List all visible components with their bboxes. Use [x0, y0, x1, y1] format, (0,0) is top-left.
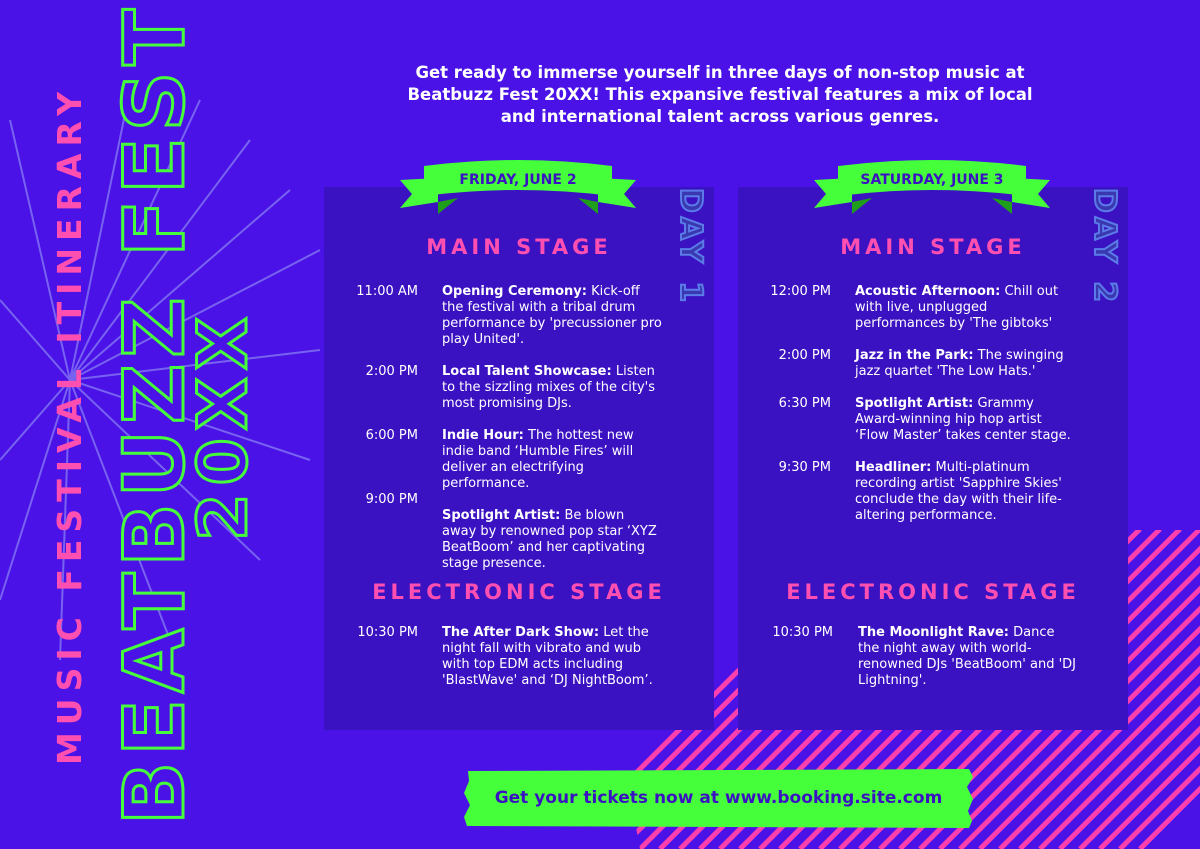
event-time: 6:30 PM [778, 396, 831, 411]
day-1-card [324, 187, 714, 730]
event-time: 11:00 AM [356, 284, 418, 299]
day-2-card [738, 187, 1128, 730]
day-1-tag-label: DAY 1 [673, 187, 708, 307]
day-2-date: SATURDAY, JUNE 3 [860, 172, 1004, 188]
event-text: Kick-off the festival with a tribal drum performance by 'precussioner pro play United'. [442, 284, 662, 347]
event-text: Chill out with live, unplugged performances by 'The gibtoks' [855, 284, 1059, 331]
event-name: Opening Ceremony: [442, 284, 587, 299]
event-description [855, 460, 1075, 524]
event-description [442, 625, 662, 689]
event-text: The swinging jazz quartet 'The Low Hats.' [855, 348, 1064, 379]
event-time: 12:00 PM [770, 284, 831, 299]
intro-text: Get ready to immerse yourself in three days of non-stop music at Beatbuzz Fest 20XX! This expansive festival features a mix of local and international talent across various genres. [407, 63, 1033, 126]
day-1-date: FRIDAY, JUNE 2 [459, 172, 577, 188]
event-time: 9:30 PM [778, 460, 831, 475]
event-description [442, 428, 662, 492]
event-text: Be blown away by renowned pop star ‘XYZ BeatBoom’ and her captivating stage presence. [442, 508, 657, 571]
day-2-date-banner [812, 158, 1052, 220]
event-time: 9:00 PM [365, 492, 418, 507]
event-description [442, 364, 662, 412]
event-time: 6:00 PM [365, 428, 418, 443]
day-2-tag-label: DAY 2 [1087, 187, 1122, 307]
event-text: Let the night fall with vibrato and wub with top EDM acts including 'BlastWave' and ‘DJ NightBoom’. [442, 625, 653, 688]
event-description [858, 625, 1078, 689]
event-description [442, 284, 662, 348]
event-name: Jazz in the Park: [855, 348, 974, 363]
event-name: The Moonlight Rave: [858, 625, 1010, 640]
event-name: Headliner: [855, 460, 932, 475]
event-name: The After Dark Show: [442, 625, 600, 640]
event-name: Spotlight Artist: [855, 396, 974, 411]
day-1-main-stage-title: MAIN STAGE [426, 235, 612, 259]
festival-year: 20XX [184, 309, 263, 541]
event-name: Indie Hour: [442, 428, 524, 443]
day-1-electronic-stage-title: ELECTRONIC STAGE [372, 580, 666, 604]
event-name: Spotlight Artist: [442, 508, 561, 523]
event-time: 2:00 PM [778, 348, 831, 363]
tickets-cta-label[interactable]: Get your tickets now at www.booking.site.com [494, 788, 943, 808]
event-text: Multi-platinum recording artist 'Sapphire Skies' conclude the day with their life-altering performance. [855, 460, 1062, 523]
event-description [442, 508, 662, 572]
event-text: Listen to the sizzling mixes of the city's most promising DJs. [442, 364, 656, 411]
festival-title: BEATBUZZ FEST [106, 2, 203, 825]
event-text: Dance the night away with world-renowned DJs 'BeatBoom' and 'DJ Lightning'. [858, 625, 1077, 688]
event-text: The hottest new indie band ‘Humble Fires’ will deliver an electrifying performance. [442, 428, 634, 491]
event-description [855, 284, 1075, 332]
event-text: Grammy Award-winning hip hop artist ‘Flow Master’ takes center stage. [855, 396, 1071, 443]
event-name: Acoustic Afternoon: [855, 284, 1001, 299]
event-time: 2:00 PM [365, 364, 418, 379]
event-time: 10:30 PM [772, 625, 833, 640]
event-description [855, 348, 1075, 380]
day-1-date-banner [398, 158, 638, 220]
festival-subtitle: MUSIC FESTIVAL ITINERARY [50, 84, 89, 766]
event-name: Local Talent Showcase: [442, 364, 612, 379]
event-description [855, 396, 1075, 444]
event-time: 10:30 PM [357, 625, 418, 640]
day-2-electronic-stage-title: ELECTRONIC STAGE [786, 580, 1080, 604]
tickets-cta[interactable] [464, 769, 973, 828]
day-2-main-stage-title: MAIN STAGE [840, 235, 1026, 259]
